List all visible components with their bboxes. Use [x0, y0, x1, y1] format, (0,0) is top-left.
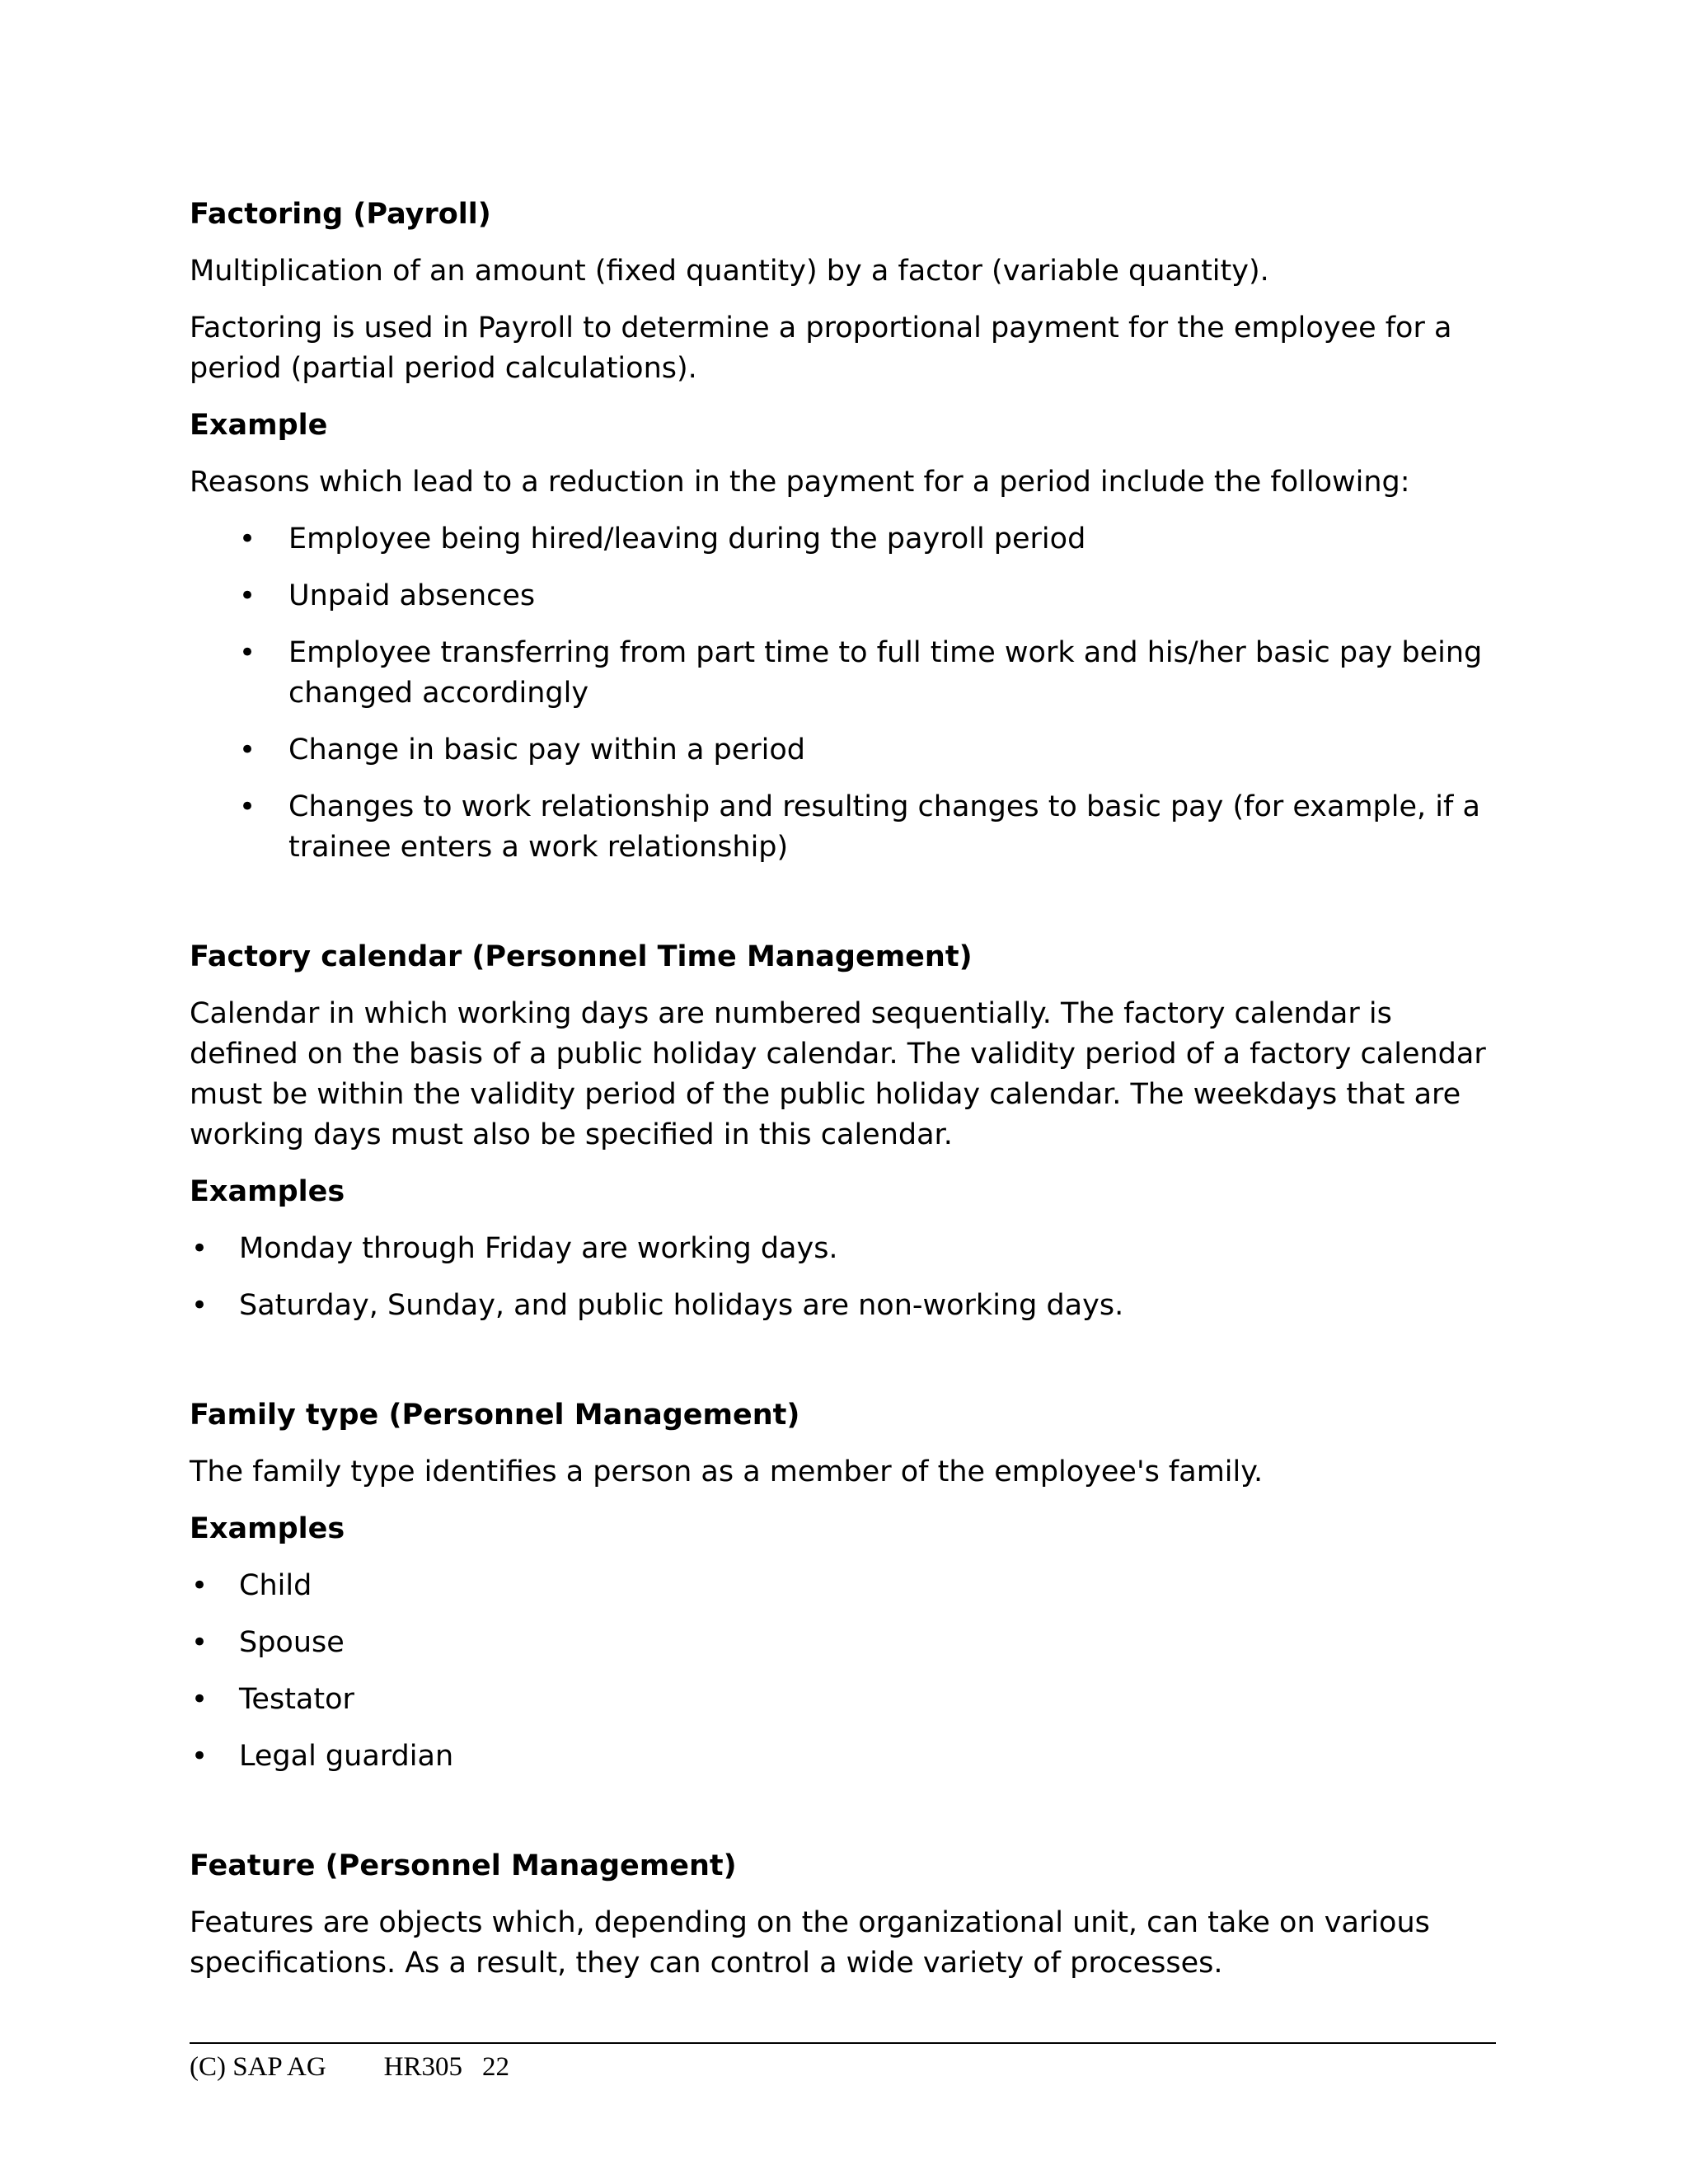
bullet-icon: • — [239, 636, 256, 669]
list-item-text: Unpaid absences — [288, 579, 536, 612]
bullet-icon: • — [191, 1626, 209, 1659]
bullet-icon: • — [239, 733, 256, 766]
example-list — [190, 1566, 1492, 1777]
example-list — [190, 1229, 1492, 1326]
list-item — [190, 730, 1492, 771]
glossary-entry-factoring — [190, 194, 1492, 868]
list-item — [190, 1736, 1492, 1777]
term-heading: Feature (Personnel Management) — [190, 1849, 737, 1882]
term-heading: Factory calendar (Personnel Time Management) — [190, 940, 973, 973]
definition-paragraph: Multiplication of an amount (fixed quantity) by a factor (variable quantity). — [190, 255, 1269, 288]
list-item-text: Testator — [239, 1683, 354, 1716]
bullet-icon: • — [191, 1232, 209, 1265]
example-list — [190, 519, 1492, 868]
term-heading: Factoring (Payroll) — [190, 198, 491, 231]
list-item — [190, 1623, 1492, 1663]
footer-divider — [190, 2042, 1496, 2044]
list-item — [190, 787, 1492, 868]
page-footer — [190, 2050, 509, 2083]
example-heading: Examples — [190, 1512, 345, 1545]
example-heading: Examples — [190, 1175, 345, 1208]
glossary-entry-factory-calendar — [190, 937, 1492, 1326]
bullet-icon: • — [239, 579, 256, 612]
list-item — [190, 1286, 1492, 1326]
term-heading: Family type (Personnel Management) — [190, 1399, 800, 1432]
list-item — [190, 1566, 1492, 1606]
list-item-text: Child — [239, 1569, 312, 1602]
glossary-entry-feature — [190, 1846, 1492, 1984]
footer-page-number: 22 — [482, 2052, 509, 2082]
list-item-text: Change in basic pay within a period — [288, 733, 806, 766]
list-item-text: Saturday, Sunday, and public holidays are non-working days. — [239, 1289, 1124, 1322]
bullet-icon: • — [191, 1289, 209, 1322]
definition-paragraph: Features are objects which, depending on the organizational unit, can take on various specifications. As a result, they can control a wide variety of processes. — [190, 1906, 1430, 1980]
bullet-icon: • — [239, 790, 256, 823]
list-item-text: Employee transferring from part time to full time work and his/her basic pay being changed accordingly — [288, 636, 1483, 710]
bullet-icon: • — [191, 1740, 209, 1773]
bullet-icon: • — [191, 1683, 209, 1716]
footer-course-code: HR305 — [383, 2052, 462, 2082]
glossary-entry-family-type — [190, 1395, 1492, 1777]
list-item — [190, 633, 1492, 714]
footer-copyright: (C) SAP AG — [190, 2052, 326, 2082]
list-item — [190, 1229, 1492, 1269]
list-item-text: Monday through Friday are working days. — [239, 1232, 838, 1265]
list-item — [190, 519, 1492, 560]
definition-paragraph: Factoring is used in Payroll to determine a proportional payment for the employee for a period (partial period calculations). — [190, 312, 1452, 385]
list-item — [190, 1680, 1492, 1720]
example-heading: Example — [190, 409, 328, 442]
definition-paragraph: The family type identifies a person as a member of the employee's family. — [190, 1455, 1264, 1488]
document-page — [190, 194, 1492, 2000]
bullet-icon: • — [191, 1569, 209, 1602]
list-item — [190, 576, 1492, 616]
definition-paragraph: Calendar in which working days are numbered sequentially. The factory calendar is defined on the basis of a public holiday calendar. The validity period of a factory calendar must be within the validity period of the public holiday calendar. The weekdays that are working days must also be specified in this calendar. — [190, 997, 1486, 1151]
list-item-text: Legal guardian — [239, 1740, 454, 1773]
list-item-text: Employee being hired/leaving during the payroll period — [288, 523, 1086, 555]
example-intro: Reasons which lead to a reduction in the payment for a period include the following: — [190, 466, 1410, 499]
bullet-icon: • — [239, 523, 256, 555]
list-item-text: Spouse — [239, 1626, 345, 1659]
list-item-text: Changes to work relationship and resulting changes to basic pay (for example, if a trainee enters a work relationship) — [288, 790, 1480, 864]
